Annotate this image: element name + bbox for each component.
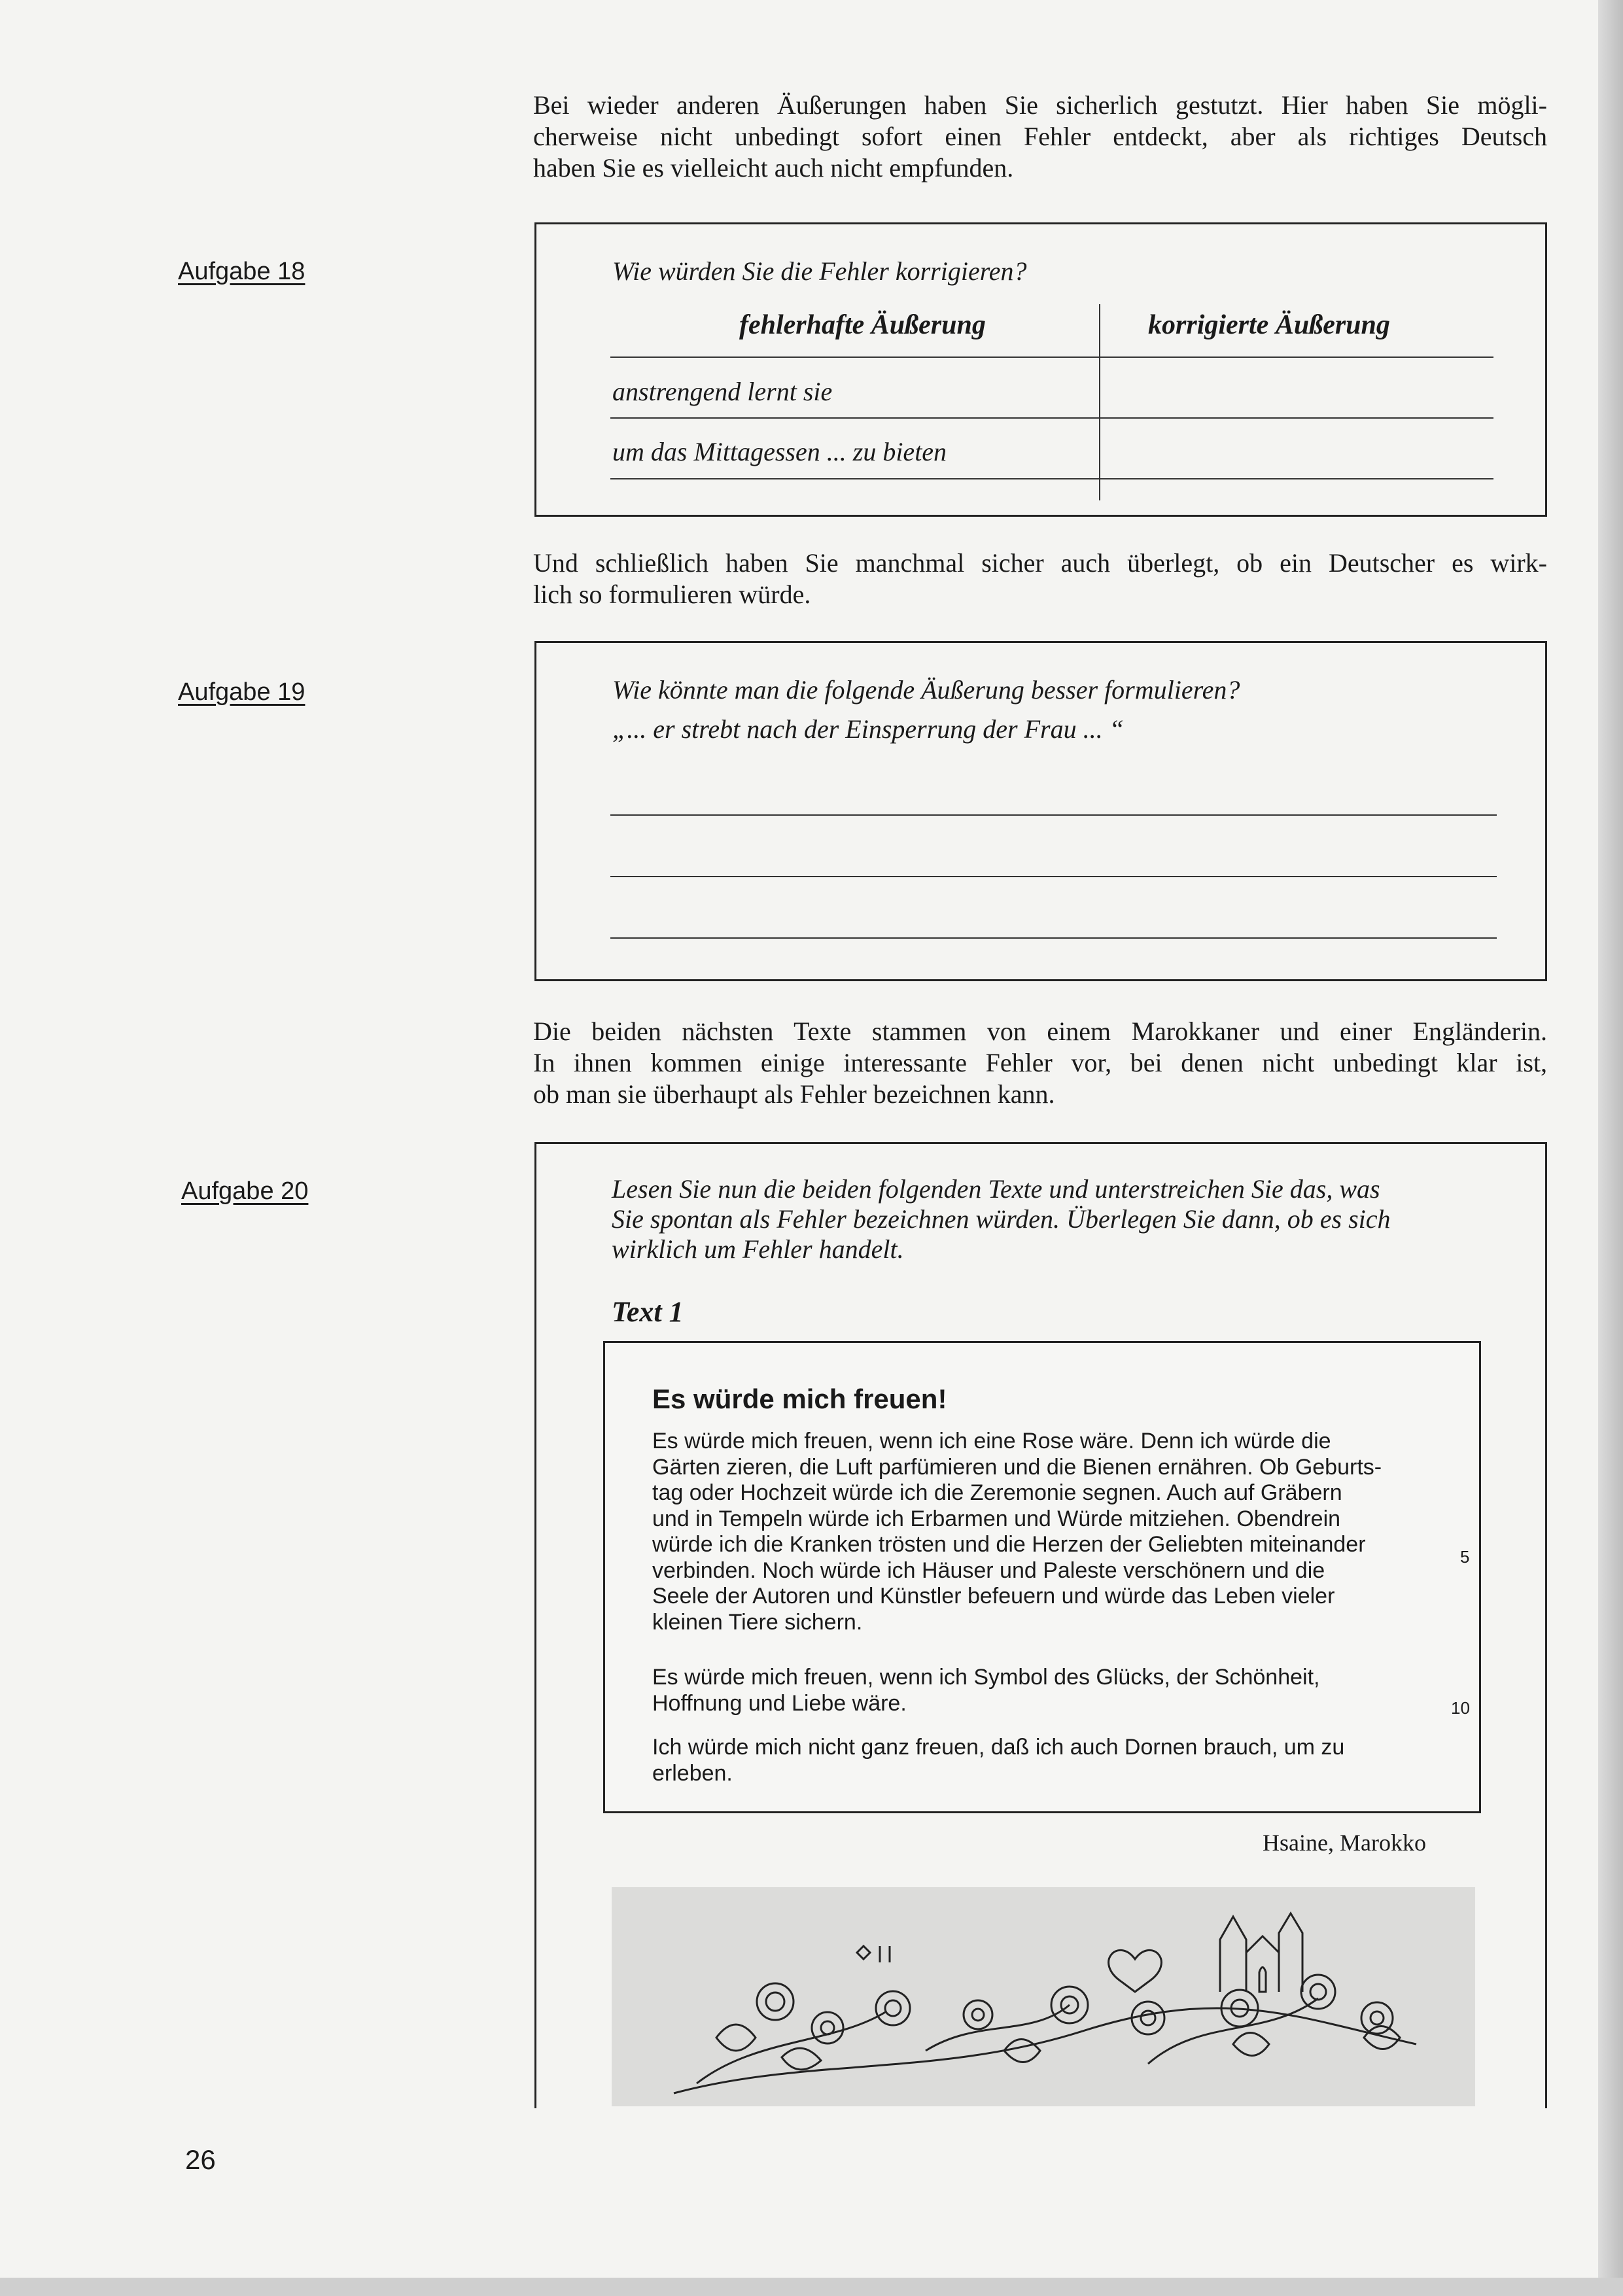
column-header-correction: korrigierte Äußerung	[1148, 310, 1390, 340]
intro-line: Bei wieder anderen Äußerungen haben Sie sicherlich gestutzt. Hier haben Sie mögli-	[533, 90, 1547, 120]
task-18-box	[534, 222, 1547, 517]
poem-paragraph-1	[652, 1429, 1437, 1635]
task-20-box-top	[534, 1142, 1547, 1144]
middle-line: lich so formulieren würde.	[533, 580, 811, 609]
error-cell-1: anstrengend lernt sie	[612, 377, 833, 406]
poem-line: Seele der Autoren und Künstler befeuern und würde das Leben vieler	[652, 1584, 1335, 1609]
task-19-prompt: Wie könnte man die folgende Äußerung besser formulieren?	[612, 675, 1240, 704]
table-rule	[610, 478, 1493, 479]
instruction-line: Lesen Sie nun die beiden folgenden Texte und unterstreichen Sie das, was	[612, 1174, 1380, 1204]
line-number-10: 10	[1451, 1698, 1470, 1718]
task-20-label: Aufgabe 20	[181, 1177, 309, 1205]
poem-paragraph-2	[652, 1665, 1437, 1716]
poem-line: Gärten zieren, die Luft parfümieren und die Bienen ernähren. Ob Geburts-	[652, 1454, 1382, 1480]
task-20-box-right	[1545, 1142, 1547, 2108]
task-19-quote: „... er strebt nach der Einsperrung der Frau ... “	[612, 714, 1124, 744]
answer-line-3[interactable]	[610, 937, 1497, 939]
intro-paragraph	[533, 90, 1547, 184]
texts-intro-line: ob man sie überhaupt als Fehler bezeichnen kann.	[533, 1079, 1055, 1109]
poem-line: würde ich die Kranken trösten und die Herzen der Geliebten miteinander	[652, 1532, 1366, 1557]
task-19-label: Aufgabe 19	[178, 678, 305, 706]
middle-line: Und schließlich haben Sie manchmal sicher auch überlegt, ob ein Deutscher es wirk-	[533, 548, 1547, 578]
poem-line: kleinen Tiere sichern.	[652, 1609, 863, 1635]
error-cell-2: um das Mittagessen ... zu bieten	[612, 437, 947, 466]
page-edge-shadow	[1598, 0, 1623, 2296]
poem-title: Es würde mich freuen!	[652, 1383, 947, 1414]
flower-drawing-icon	[612, 1887, 1475, 2106]
column-header-error: fehlerhafte Äußerung	[739, 310, 986, 340]
middle-paragraph	[533, 548, 1547, 610]
intro-line: cherweise nicht unbedingt sofort einen Fehler entdeckt, aber als richtiges Deutsch	[533, 122, 1547, 151]
poem-line: tag oder Hochzeit würde ich die Zeremonie segnen. Auch auf Gräbern	[652, 1480, 1342, 1505]
flower-illustration	[612, 1887, 1475, 2106]
task-18-prompt: Wie würden Sie die Fehler korrigieren?	[612, 256, 1027, 286]
poem-paragraph-3	[652, 1735, 1437, 1786]
text-1-heading: Text 1	[612, 1296, 684, 1328]
table-rule	[610, 357, 1493, 358]
poem-line: verbinden. Noch würde ich Häuser und Paleste verschönern und die	[652, 1557, 1325, 1583]
task-20-instruction	[612, 1174, 1514, 1264]
texts-intro-line: Die beiden nächsten Texte stammen von einem Marokkaner und einer Engländerin.	[533, 1017, 1547, 1046]
task-20-box-left	[534, 1142, 536, 2108]
answer-line-2[interactable]	[610, 876, 1497, 877]
poem-line: und in Tempeln würde ich Erbarmen und Würde mitziehen. Obendrein	[652, 1506, 1341, 1531]
page-number: 26	[185, 2144, 216, 2175]
poem-line: Es würde mich freuen, wenn ich Symbol des Glücks, der Schönheit,	[652, 1665, 1320, 1690]
texts-intro-line: In ihnen kommen einige interessante Fehler vor, bei denen nicht unbedingt klar ist,	[533, 1048, 1547, 1077]
bottom-edge-shadow	[0, 2278, 1623, 2296]
texts-intro-paragraph	[533, 1016, 1547, 1110]
instruction-line: Sie spontan als Fehler bezeichnen würden. Überlegen Sie dann, ob es sich	[612, 1204, 1391, 1234]
intro-line: haben Sie es vielleicht auch nicht empfunden.	[533, 153, 1014, 183]
correction-cell-2[interactable]	[1112, 436, 1478, 469]
correction-cell-1[interactable]	[1112, 376, 1478, 409]
table-rule	[610, 417, 1493, 419]
poem-line: Hoffnung und Liebe wäre.	[652, 1690, 907, 1716]
task-18-label: Aufgabe 18	[178, 258, 305, 285]
instruction-line: wirklich um Fehler handelt.	[612, 1234, 904, 1264]
task-19-box	[534, 641, 1547, 981]
answer-line-1[interactable]	[610, 814, 1497, 816]
poem-line: erleben.	[652, 1760, 733, 1786]
line-number-5: 5	[1460, 1547, 1470, 1567]
poem-line: Ich würde mich nicht ganz freuen, daß ich auch Dornen brauch, um zu	[652, 1735, 1345, 1760]
poem-line: Es würde mich freuen, wenn ich eine Rose wäre. Denn ich würde die	[652, 1429, 1331, 1453]
table-divider	[1099, 304, 1100, 500]
poem-author: Hsaine, Marokko	[1263, 1830, 1426, 1856]
